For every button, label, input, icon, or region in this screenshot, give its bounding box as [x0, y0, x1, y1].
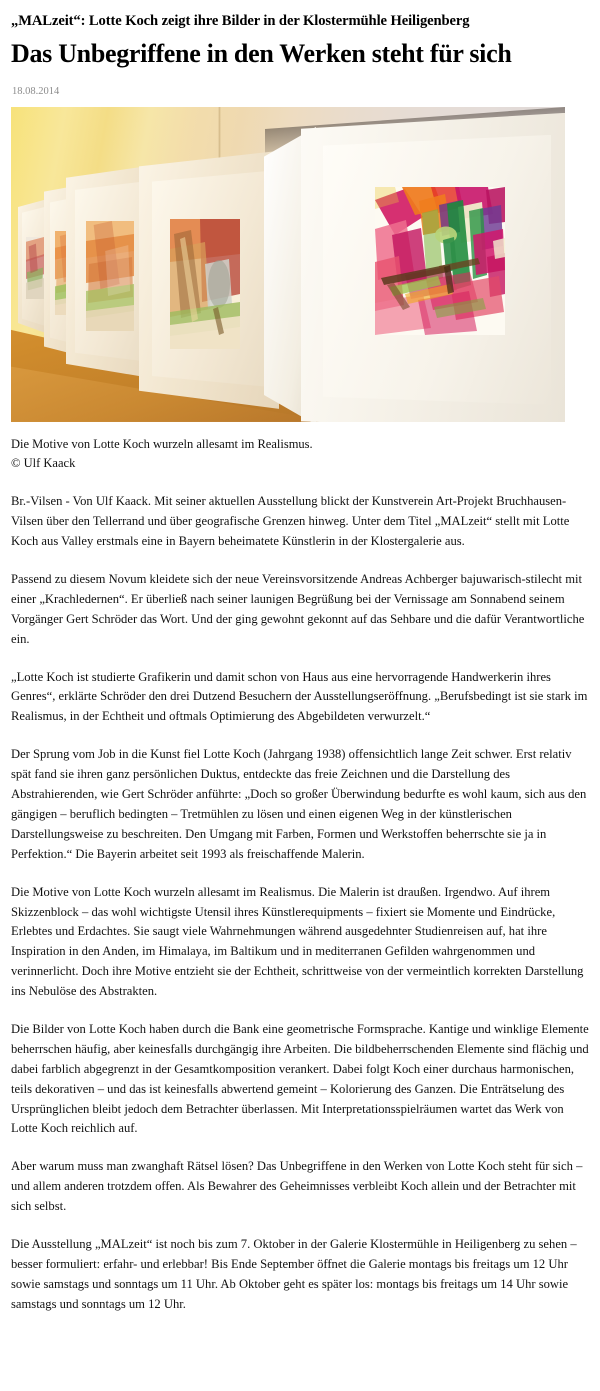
- artwork-6-svg: [375, 187, 505, 335]
- artwork-1-svg: [26, 237, 44, 299]
- page-title: Das Unbegriffene in den Werken steht für sich: [11, 39, 512, 69]
- artwork-4: [170, 219, 240, 349]
- article-paragraph: Passend zu diesem Novum kleidete sich der neue Vereinsvorsitzende Andreas Achberger bajuwarisch-stilecht mit einer „Krachledernen“. Er überließ nach seiner launigen Begrüßung bei der Vernissage am Sonnabend seinem Vorgänger Gert Schröder das Wort. Und der ging gewohnt gekonnt auf das Sehbare und die dafür Verantwortliche ein.: [11, 572, 585, 646]
- artwork-4-svg: [170, 219, 240, 349]
- article-kicker: „MALzeit“: Lotte Koch zeigt ihre Bilder in der Klostermühle Heiligenberg: [11, 13, 470, 29]
- article-page: [0, 12, 600, 1337]
- article-paragraph: Br.-Vilsen - Von Ulf Kaack. Mit seiner aktuellen Ausstellung blickt der Kunstverein Art-Projekt Bruchhausen-Vilsen über den Tellerrand und über geografische Grenzen hinweg. Unter dem Titel „MALzeit“ stellt mit Lotte Koch aus Valley erstmals eine in Bayern beheimatete Künstlerin in der Klostergalerie aus.: [11, 494, 570, 549]
- article-photo: [11, 107, 565, 422]
- photo-credit: © Ulf Kaack: [11, 455, 76, 470]
- article-paragraph: Die Bilder von Lotte Koch haben durch die Bank eine geometrische Formsprache. Kantige und winklige Elemente beherrschen häufig, aber keinesfalls durchgängig ihre Arbeiten. Die bildbeherrschenden Elemente sind flächig und dabei farblich abgegrenzt in der Gesamtkomposition verankert. Dabei folgt Koch einer durchaus harmonischen, teils dekorativen – und das ist keinesfalls abwertend gemeint – Kolorierung des Ganzen. Die Enträtselung des Ursprünglichen bleibt jedoch dem Betrachter überlassen. Mit Interpretationsspielräumen wartet das Werk von Lotte Koch reichlich auf.: [11, 1021, 589, 1136]
- article-paragraph: Die Ausstellung „MALzeit“ ist noch bis zum 7. Oktober in der Galerie Klostermühle in Heiligenberg zu sehen – besser formuliert: erfahr- und erlebbar! Bis Ende September öffnet die Galerie montags bis freitags um 12 Uhr sowie samstags und sonntags um 11 Uhr. Ab Oktober geht es später los: montags bis freitags um 14 Uhr sowie samstags und sonntags um 12 Uhr.: [11, 1236, 577, 1311]
- publish-date: 18.08.2014: [12, 85, 60, 97]
- article-paragraph: Der Sprung vom Job in die Kunst fiel Lotte Koch (Jahrgang 1938) offensichtlich lange Zeit schwer. Erst relativ spät fand sie ihren ganz persönlichen Duktus, entdeckte das freie Zeichnen und die Darstellung des Abstrahierenden, wie Gert Schröder anführte: „Doch so großer Überwindung bedurfte es wohl kaum, sich aus den gängigen – beruflich bedingten – Tretmühlen zu lösen und einen eigenen Weg in der künstlerischen Darstellungsweise zu beschreiten. Den Umgang mit Farben, Formen und Werkstoffen beherrschte sie ja in Perfektion.“ Die Bayerin arbeitet seit 1993 als freischaffende Malerin.: [11, 747, 587, 861]
- artwork-3-svg: [86, 221, 134, 331]
- photo-caption: Die Motive von Lotte Koch wurzeln allesamt im Realismus.: [11, 436, 313, 451]
- picture-frame-4: [139, 151, 279, 409]
- article-paragraph: „Lotte Koch ist studierte Grafikerin und damit schon von Haus aus eine hervorragende Handwerkerin ihres Genres“, erklärte Schröder den drei Dutzend Besuchern der Ausstellungseröffnung. „Berufsbedingt ist sie stark im Realismus, in der Echtheit und oftmals Optimierung des Abgebildeten verwurzelt.“: [11, 669, 588, 724]
- artwork-3: [86, 221, 134, 331]
- article-body: [11, 492, 589, 1336]
- article-paragraph: Aber warum muss man zwanghaft Rätsel lösen? Das Unbegriffene in den Werken von Lotte Koch steht für sich – und allem anderen trotzdem offen. Als Bewahrer des Geheimnisses verbleibt Koch allein und der Betrachter mit sich selbst.: [11, 1159, 583, 1214]
- gallery-wall-photo: [11, 107, 565, 422]
- picture-frame-6-foreground: [301, 113, 565, 422]
- article-paragraph: Die Motive von Lotte Koch wurzeln allesamt im Realismus. Die Malerin ist draußen. Irgendwo. Auf ihrem Skizzenblock – das wohl wichtigste Utensil ihres Künstlerequipments – fixiert sie Momente und Eindrücke, Erlebtes und Erdachtes. Sie saugt viele Wahrnehmungen während ausgedehnter Studienreisen auf, hat ihre Inspiration in den Anden, im Himalaya, im Baltikum und in mediterranen Gefilden wahrgenommen und verinnerlicht. Doch ihre Motive entzieht sie der Echtheit, schrittweise von der vermeintlich korrekten Darstellung ins Nebulöse des Abstrakten.: [11, 884, 584, 999]
- picture-frame-1: [18, 199, 48, 334]
- artwork-1: [26, 237, 44, 299]
- artwork-6-featured: [375, 187, 505, 335]
